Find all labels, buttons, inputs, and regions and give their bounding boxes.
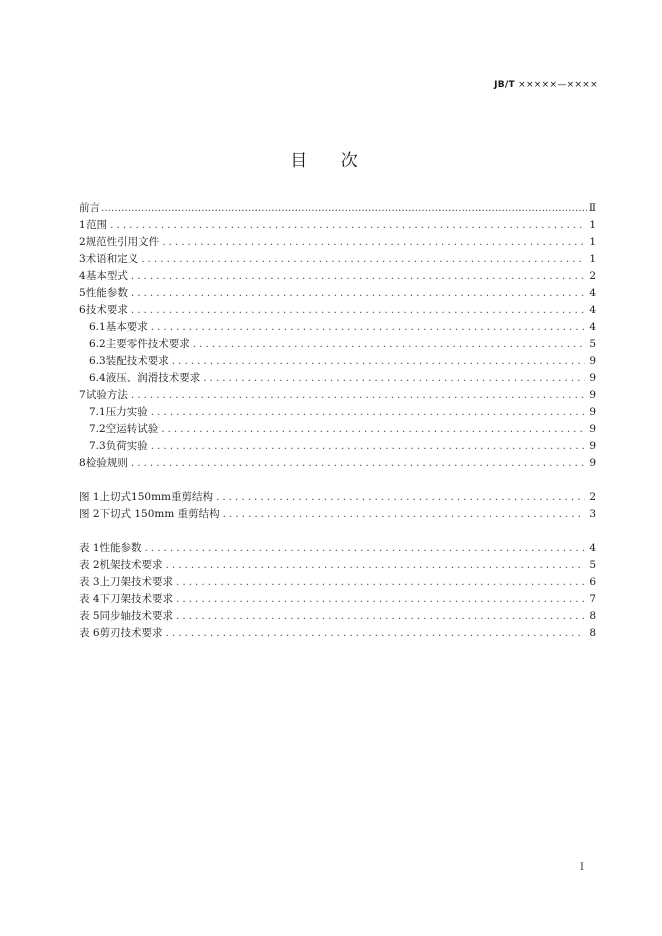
table-number: 表 5	[79, 610, 100, 622]
leader-dots	[141, 253, 585, 265]
toc-subentry[interactable]	[79, 370, 596, 387]
leader-dots	[166, 627, 585, 639]
toc-entry-page: 9	[589, 372, 596, 384]
leader-dots	[162, 236, 585, 248]
document-header	[494, 80, 598, 90]
toc-entry-number: 1	[79, 219, 86, 231]
figure-entry[interactable]	[79, 489, 596, 506]
toc-entry-label: 空运转试验	[105, 423, 159, 435]
leader-dots	[193, 338, 585, 350]
leader-dots	[131, 287, 585, 299]
table-label: 同步轴技术要求	[99, 610, 174, 622]
table-entry[interactable]	[79, 625, 596, 642]
toc-entry-number: 6.4	[89, 372, 106, 384]
figure-label: 下切式 150mm 重剪结构	[99, 508, 220, 520]
toc-entry-number: 5	[79, 287, 86, 299]
toc-entry-number: 8	[79, 457, 86, 469]
toc-entry-page: 1	[589, 219, 596, 231]
toc-entry-page: 9	[589, 406, 596, 418]
table-entry[interactable]	[79, 574, 596, 591]
toc-entry-label: 负荷实验	[105, 440, 148, 452]
leader-dots	[176, 576, 585, 588]
table-page: 6	[589, 576, 596, 588]
leader-dots	[131, 304, 585, 316]
toc-entry-number: 7.1	[89, 406, 106, 418]
toc-entry-label: 压力实验	[105, 406, 148, 418]
toc-subentry[interactable]	[79, 319, 596, 336]
section-gap	[79, 523, 596, 540]
leader-dots	[176, 593, 585, 605]
figure-number: 图 2	[79, 508, 100, 520]
toc-entry-number: 6	[79, 304, 86, 316]
figure-page: 3	[589, 508, 596, 520]
toc-entry-number: 7	[79, 389, 86, 401]
table-entry[interactable]	[79, 591, 596, 608]
leader-dots	[101, 202, 587, 214]
toc-entry-number: 6.3	[89, 355, 106, 367]
figure-page: 2	[589, 491, 596, 503]
toc-entry-label: 规范性引用文件	[85, 236, 160, 248]
toc-subentry[interactable]	[79, 438, 596, 455]
standard-number: ×××××—××××	[518, 80, 598, 90]
toc-subentry[interactable]	[79, 404, 596, 421]
toc-entry[interactable]	[79, 251, 596, 268]
page-title: 目 次	[290, 151, 372, 171]
toc-entry-number: 4	[79, 270, 86, 282]
toc-subentry[interactable]	[79, 353, 596, 370]
toc-entry-page: 4	[589, 321, 596, 333]
figure-entry[interactable]	[79, 506, 596, 523]
leader-dots	[131, 389, 585, 401]
toc-entry-page: 9	[589, 389, 596, 401]
leader-dots	[203, 372, 585, 384]
table-page: 7	[589, 593, 596, 605]
toc-entry-page: Ⅱ	[588, 202, 596, 214]
table-of-contents	[79, 200, 596, 642]
table-entry[interactable]	[79, 557, 596, 574]
leader-dots	[110, 219, 585, 231]
leader-dots	[161, 423, 585, 435]
table-entry[interactable]	[79, 608, 596, 625]
toc-entry-label: 范围	[86, 219, 108, 231]
toc-subentry[interactable]	[79, 421, 596, 438]
table-page: 4	[589, 542, 596, 554]
toc-entry-label: 装配技术要求	[105, 355, 169, 367]
toc-entry-label: 前言	[79, 202, 100, 214]
leader-dots	[131, 270, 585, 282]
toc-entry-number: 6.2	[89, 338, 106, 350]
table-entry[interactable]	[79, 540, 596, 557]
toc-entry-page: 5	[589, 338, 596, 350]
toc-entry-page: 9	[589, 440, 596, 452]
standard-code: JB/T	[494, 80, 515, 90]
table-number: 表 1	[79, 542, 100, 554]
toc-entry[interactable]	[79, 268, 596, 285]
toc-entry-label: 技术要求	[85, 304, 128, 316]
toc-entry-page: 4	[589, 287, 596, 299]
toc-entry[interactable]	[79, 455, 596, 472]
toc-entry-number: 3	[79, 253, 86, 265]
toc-entry-label: 液压、润滑技术要求	[105, 372, 201, 384]
table-number: 表 4	[79, 593, 100, 605]
toc-entry-label: 基本要求	[105, 321, 148, 333]
toc-entry-label: 主要零件技术要求	[105, 338, 190, 350]
leader-dots	[172, 355, 585, 367]
toc-entry-page: 9	[589, 423, 596, 435]
table-page: 8	[589, 610, 596, 622]
leader-dots	[131, 457, 585, 469]
leader-dots	[166, 559, 585, 571]
toc-entry[interactable]	[79, 387, 596, 404]
toc-entry-number: 2	[79, 236, 86, 248]
toc-entry-page: 9	[589, 457, 596, 469]
leader-dots	[145, 542, 585, 554]
figure-label: 上切式150mm重剪结构	[99, 491, 213, 503]
toc-entry-page: 1	[589, 253, 596, 265]
table-label: 下刀架技术要求	[99, 593, 174, 605]
toc-subentry[interactable]	[79, 336, 596, 353]
table-label: 上刀架技术要求	[99, 576, 174, 588]
toc-entry-label: 术语和定义	[85, 253, 139, 265]
leader-dots	[176, 610, 585, 622]
leader-dots	[151, 440, 585, 452]
table-label: 剪刃技术要求	[99, 627, 163, 639]
toc-entry-number: 7.3	[89, 440, 106, 452]
table-label: 性能参数	[99, 542, 142, 554]
toc-entry-page: 4	[589, 304, 596, 316]
toc-entry[interactable]	[79, 200, 596, 217]
table-number: 表 6	[79, 627, 100, 639]
toc-entry-label: 检验规则	[85, 457, 128, 469]
toc-entry-page: 1	[589, 236, 596, 248]
toc-entry-label: 试验方法	[85, 389, 128, 401]
toc-entry[interactable]	[79, 285, 596, 302]
figure-number: 图 1	[79, 491, 100, 503]
leader-dots	[151, 321, 585, 333]
toc-entry-page: 9	[589, 355, 596, 367]
toc-entry-label: 性能参数	[85, 287, 128, 299]
toc-entry-page: 2	[589, 270, 596, 282]
table-page: 8	[589, 627, 596, 639]
page-number: I	[580, 862, 584, 873]
leader-dots	[216, 491, 585, 503]
toc-entry[interactable]	[79, 302, 596, 319]
toc-entry-number: 6.1	[89, 321, 106, 333]
table-label: 机架技术要求	[99, 559, 163, 571]
toc-entry[interactable]	[79, 234, 596, 251]
leader-dots	[151, 406, 585, 418]
table-number: 表 2	[79, 559, 100, 571]
section-gap	[79, 472, 596, 489]
toc-entry-label: 基本型式	[85, 270, 128, 282]
table-page: 5	[589, 559, 596, 571]
toc-entry-number: 7.2	[89, 423, 106, 435]
toc-entry[interactable]	[79, 217, 596, 234]
leader-dots	[223, 508, 585, 520]
table-number: 表 3	[79, 576, 100, 588]
